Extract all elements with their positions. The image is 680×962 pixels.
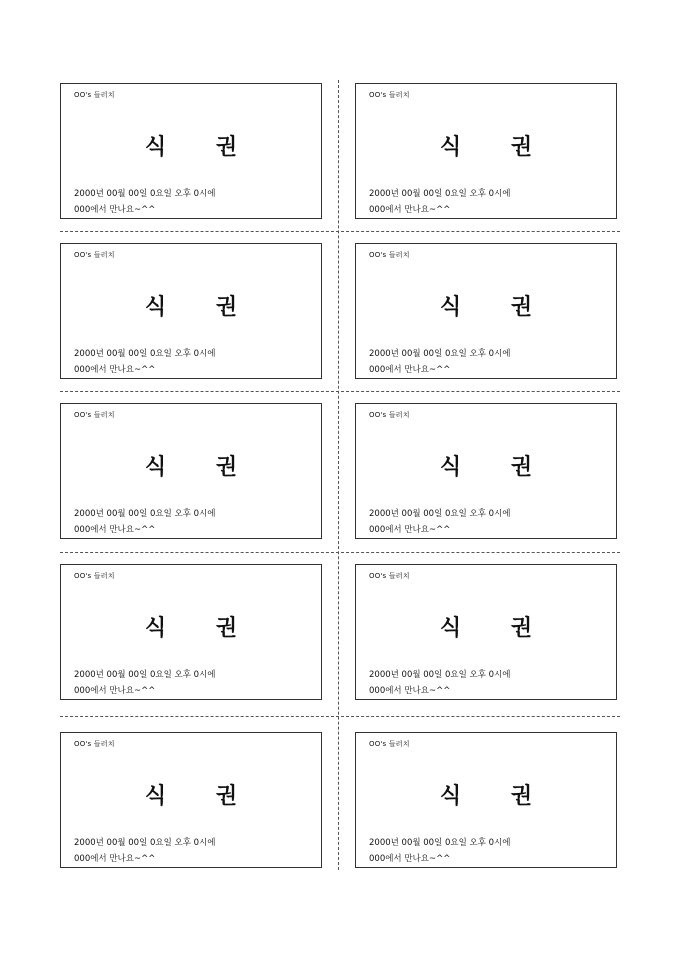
meal-ticket: [60, 403, 322, 539]
ticket-date-line: 2000년 00월 00일 0요일 오후 0시에: [74, 349, 216, 359]
ticket-header: OO's 들러치: [74, 740, 115, 748]
ticket-header: OO's 들러치: [74, 251, 115, 259]
ticket-header: OO's 들러치: [369, 411, 410, 419]
ticket-title: 식 권: [144, 616, 238, 641]
ticket-title: 식 권: [144, 135, 238, 160]
ticket-place-line: 000에서 만나요~^^: [369, 854, 451, 864]
meal-ticket: [60, 732, 322, 868]
ticket-place-line: 000에서 만나요~^^: [369, 365, 451, 375]
ticket-place-line: 000에서 만나요~^^: [369, 205, 451, 215]
ticket-date-line: 2000년 00월 00일 0요일 오후 0시에: [74, 838, 216, 848]
ticket-date-line: 2000년 00월 00일 0요일 오후 0시에: [74, 189, 216, 199]
ticket-title: 식 권: [439, 616, 533, 641]
ticket-header: OO's 들러치: [369, 740, 410, 748]
vertical-cut-line: [338, 80, 339, 870]
ticket-header: OO's 들러치: [369, 572, 410, 580]
ticket-title: 식 권: [144, 784, 238, 809]
ticket-title: 식 권: [144, 455, 238, 480]
ticket-place-line: 000에서 만나요~^^: [369, 686, 451, 696]
ticket-date-line: 2000년 00월 00일 0요일 오후 0시에: [369, 189, 511, 199]
ticket-place-line: 000에서 만나요~^^: [74, 854, 156, 864]
horizontal-cut-line: [60, 716, 620, 717]
ticket-header: OO's 들러치: [74, 91, 115, 99]
ticket-date-line: 2000년 00월 00일 0요일 오후 0시에: [369, 670, 511, 680]
ticket-date-line: 2000년 00월 00일 0요일 오후 0시에: [369, 838, 511, 848]
meal-ticket: [355, 564, 617, 700]
ticket-title: 식 권: [439, 135, 533, 160]
ticket-header: OO's 들러치: [369, 91, 410, 99]
ticket-date-line: 2000년 00월 00일 0요일 오후 0시에: [74, 509, 216, 519]
ticket-date-line: 2000년 00월 00일 0요일 오후 0시에: [74, 670, 216, 680]
ticket-date-line: 2000년 00월 00일 0요일 오후 0시에: [369, 509, 511, 519]
ticket-title: 식 권: [439, 295, 533, 320]
horizontal-cut-line: [60, 552, 620, 553]
ticket-place-line: 000에서 만나요~^^: [369, 525, 451, 535]
ticket-place-line: 000에서 만나요~^^: [74, 205, 156, 215]
ticket-place-line: 000에서 만나요~^^: [74, 686, 156, 696]
horizontal-cut-line: [60, 391, 620, 392]
ticket-date-line: 2000년 00월 00일 0요일 오후 0시에: [369, 349, 511, 359]
ticket-title: 식 권: [439, 455, 533, 480]
ticket-place-line: 000에서 만나요~^^: [74, 365, 156, 375]
meal-ticket: [355, 83, 617, 219]
meal-ticket: [60, 243, 322, 379]
ticket-header: OO's 들러치: [369, 251, 410, 259]
ticket-header: OO's 들러치: [74, 572, 115, 580]
ticket-title: 식 권: [144, 295, 238, 320]
horizontal-cut-line: [60, 231, 620, 232]
meal-ticket: [355, 243, 617, 379]
meal-ticket: [60, 564, 322, 700]
ticket-place-line: 000에서 만나요~^^: [74, 525, 156, 535]
meal-ticket: [355, 403, 617, 539]
ticket-title: 식 권: [439, 784, 533, 809]
ticket-header: OO's 들러치: [74, 411, 115, 419]
meal-ticket: [60, 83, 322, 219]
meal-ticket: [355, 732, 617, 868]
